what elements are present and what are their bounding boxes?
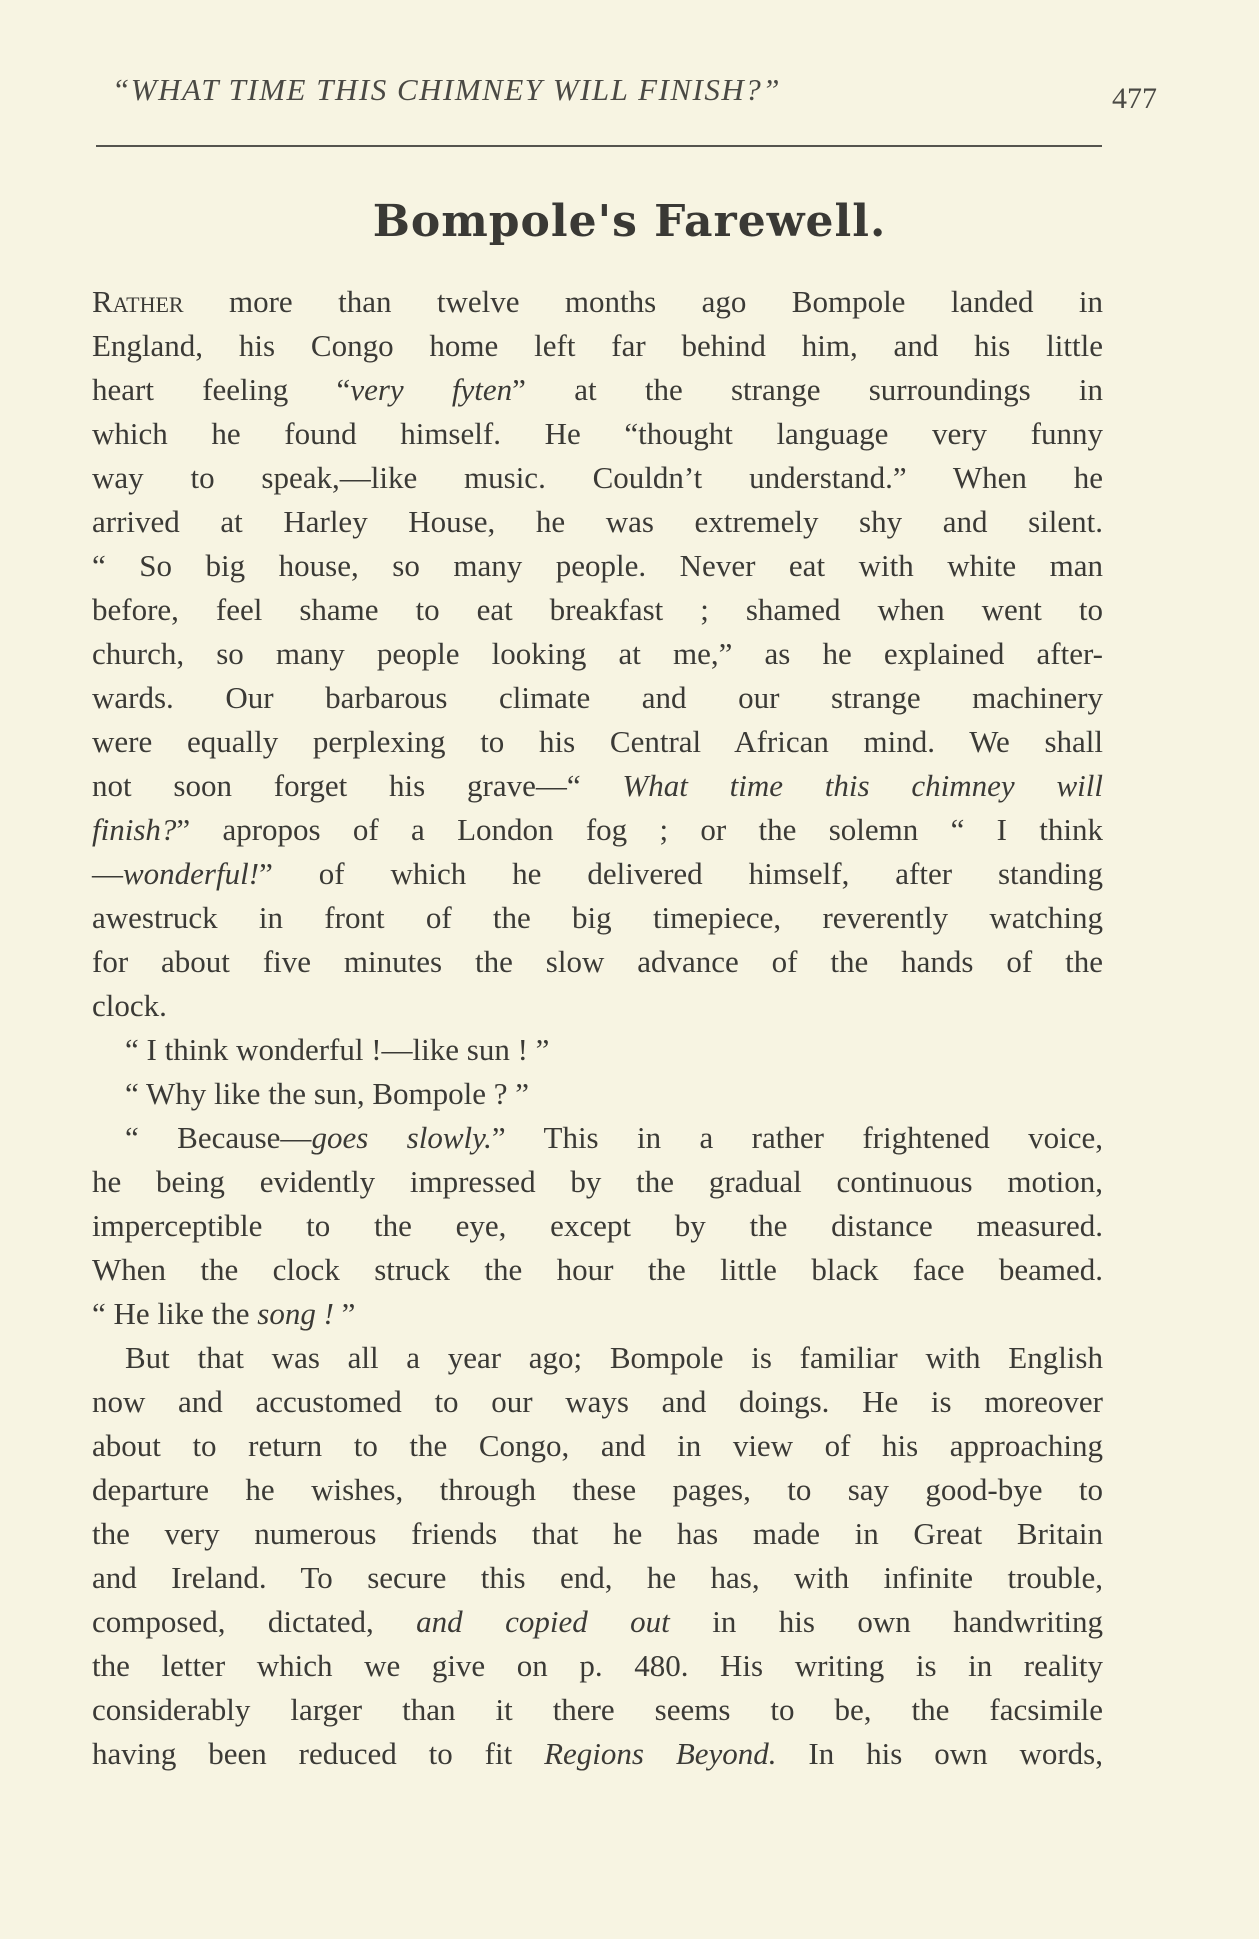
running-header bbox=[92, 70, 1157, 115]
text-line bbox=[92, 896, 1103, 940]
italic-text: finish? bbox=[92, 812, 177, 847]
text-line bbox=[92, 1072, 1103, 1116]
text-line bbox=[92, 368, 1103, 412]
text-line bbox=[92, 808, 1103, 852]
running-title: “WHAT TIME THIS CHIMNEY WILL FINISH?” bbox=[112, 72, 781, 107]
text-segment: — bbox=[92, 856, 123, 891]
text-segment: and Ireland. To secure this end, he has, with infinite trouble, bbox=[92, 1560, 1103, 1595]
text-segment: Rather bbox=[92, 284, 184, 319]
text-segment: now and accustomed to our ways and doings. He is moreover bbox=[92, 1384, 1103, 1419]
text-segment: “ He like the bbox=[92, 1296, 258, 1331]
text-segment: ” of which he delivered himself, after standing bbox=[259, 856, 1103, 891]
text-line bbox=[92, 1600, 1103, 1644]
text-segment: for about five minutes the slow advance of the hands of the bbox=[92, 944, 1103, 979]
text-line bbox=[92, 1204, 1103, 1248]
text-segment: which he found himself. He “thought language very funny bbox=[92, 416, 1103, 451]
text-line bbox=[92, 1380, 1103, 1424]
text-line bbox=[92, 1468, 1103, 1512]
text-segment: In his own words, bbox=[776, 1736, 1103, 1771]
page-number: 477 bbox=[1112, 82, 1157, 115]
text-segment: considerably larger than it there seems to be, the facsimile bbox=[92, 1692, 1103, 1727]
text-line bbox=[92, 1292, 1103, 1336]
text-line bbox=[92, 280, 1103, 324]
text-segment: more than twelve months ago Bompole landed in bbox=[183, 284, 1103, 319]
header-rule bbox=[96, 145, 1102, 147]
text-line bbox=[92, 1160, 1103, 1204]
text-segment: before, feel shame to eat breakfast ; shamed when went to bbox=[92, 592, 1103, 627]
text-line bbox=[92, 1028, 1103, 1072]
text-segment: the very numerous friends that he has made in Great Britain bbox=[92, 1516, 1103, 1551]
text-line bbox=[92, 1424, 1103, 1468]
text-line bbox=[92, 676, 1103, 720]
text-line bbox=[92, 456, 1103, 500]
text-line bbox=[92, 852, 1103, 896]
text-line bbox=[92, 412, 1103, 456]
italic-text: goes slowly. bbox=[311, 1120, 492, 1155]
text-segment: “ So big house, so many people. Never eat with white man bbox=[92, 548, 1103, 583]
text-segment: When the clock struck the hour the little black face beamed. bbox=[92, 1252, 1103, 1287]
text-segment: “ Why like the sun, Bompole ? ” bbox=[125, 1076, 530, 1111]
text-segment: way to speak,—like music. Couldn’t understand.” When he bbox=[92, 460, 1103, 495]
text-segment: about to return to the Congo, and in view of his approaching bbox=[92, 1428, 1103, 1463]
text-segment: ” apropos of a London fog ; or the solemn “ I think bbox=[176, 812, 1103, 847]
italic-text: What time this chimney will bbox=[622, 768, 1103, 803]
text-segment: ” This in a rather frightened voice, bbox=[491, 1120, 1103, 1155]
article-title: Bompole's Farewell. bbox=[372, 196, 887, 247]
text-segment: composed, dictated, bbox=[92, 1604, 417, 1639]
text-line bbox=[92, 324, 1103, 368]
italic-text: Regions Beyond. bbox=[544, 1736, 777, 1771]
italic-text: wonderful! bbox=[123, 856, 260, 891]
text-line bbox=[92, 500, 1103, 544]
text-segment: having been reduced to fit bbox=[92, 1736, 545, 1771]
text-segment: imperceptible to the eye, except by the distance measured. bbox=[92, 1208, 1103, 1243]
text-line bbox=[92, 1644, 1103, 1688]
text-segment: the letter which we give on p. 480. His writing is in reality bbox=[92, 1648, 1103, 1683]
text-line bbox=[92, 1336, 1103, 1380]
text-segment: awestruck in front of the big timepiece, reverently watching bbox=[92, 900, 1103, 935]
text-line bbox=[92, 1116, 1103, 1160]
text-line bbox=[92, 1512, 1103, 1556]
text-segment: in his own handwriting bbox=[669, 1604, 1103, 1639]
article-body bbox=[92, 280, 1103, 1776]
text-segment: church, so many people looking at me,” as he explained after- bbox=[92, 636, 1103, 671]
text-segment: “ Because— bbox=[125, 1120, 312, 1155]
text-line bbox=[92, 984, 1103, 1028]
text-line bbox=[92, 764, 1103, 808]
text-segment: he being evidently impressed by the gradual continuous motion, bbox=[92, 1164, 1103, 1199]
text-segment: “ I think wonderful !—like sun ! ” bbox=[125, 1032, 550, 1067]
text-segment: not soon forget his grave—“ bbox=[92, 768, 623, 803]
text-line bbox=[92, 1248, 1103, 1292]
text-line bbox=[92, 1732, 1103, 1776]
text-segment: ” bbox=[333, 1296, 356, 1331]
text-segment: wards. Our barbarous climate and our strange machinery bbox=[92, 680, 1103, 715]
text-line bbox=[92, 632, 1103, 676]
text-line bbox=[92, 1556, 1103, 1600]
text-segment: heart feeling “ bbox=[92, 372, 351, 407]
text-segment: England, his Congo home left far behind him, and his little bbox=[92, 328, 1103, 363]
text-line bbox=[92, 720, 1103, 764]
text-segment: departure he wishes, through these pages, to say good-bye to bbox=[92, 1472, 1103, 1507]
text-segment: arrived at Harley House, he was extremely shy and silent. bbox=[92, 504, 1103, 539]
italic-text: and copied out bbox=[416, 1604, 670, 1639]
text-line bbox=[92, 1688, 1103, 1732]
text-segment: ” at the strange surroundings in bbox=[512, 372, 1104, 407]
text-segment: were equally perplexing to his Central African mind. We shall bbox=[92, 724, 1103, 759]
text-segment: But that was all a year ago; Bompole is familiar with English bbox=[125, 1340, 1103, 1375]
text-line bbox=[92, 544, 1103, 588]
text-line bbox=[92, 588, 1103, 632]
italic-text: very fyten bbox=[350, 372, 513, 407]
text-segment: clock. bbox=[92, 988, 167, 1023]
text-line bbox=[92, 940, 1103, 984]
italic-text: song ! bbox=[257, 1296, 334, 1331]
